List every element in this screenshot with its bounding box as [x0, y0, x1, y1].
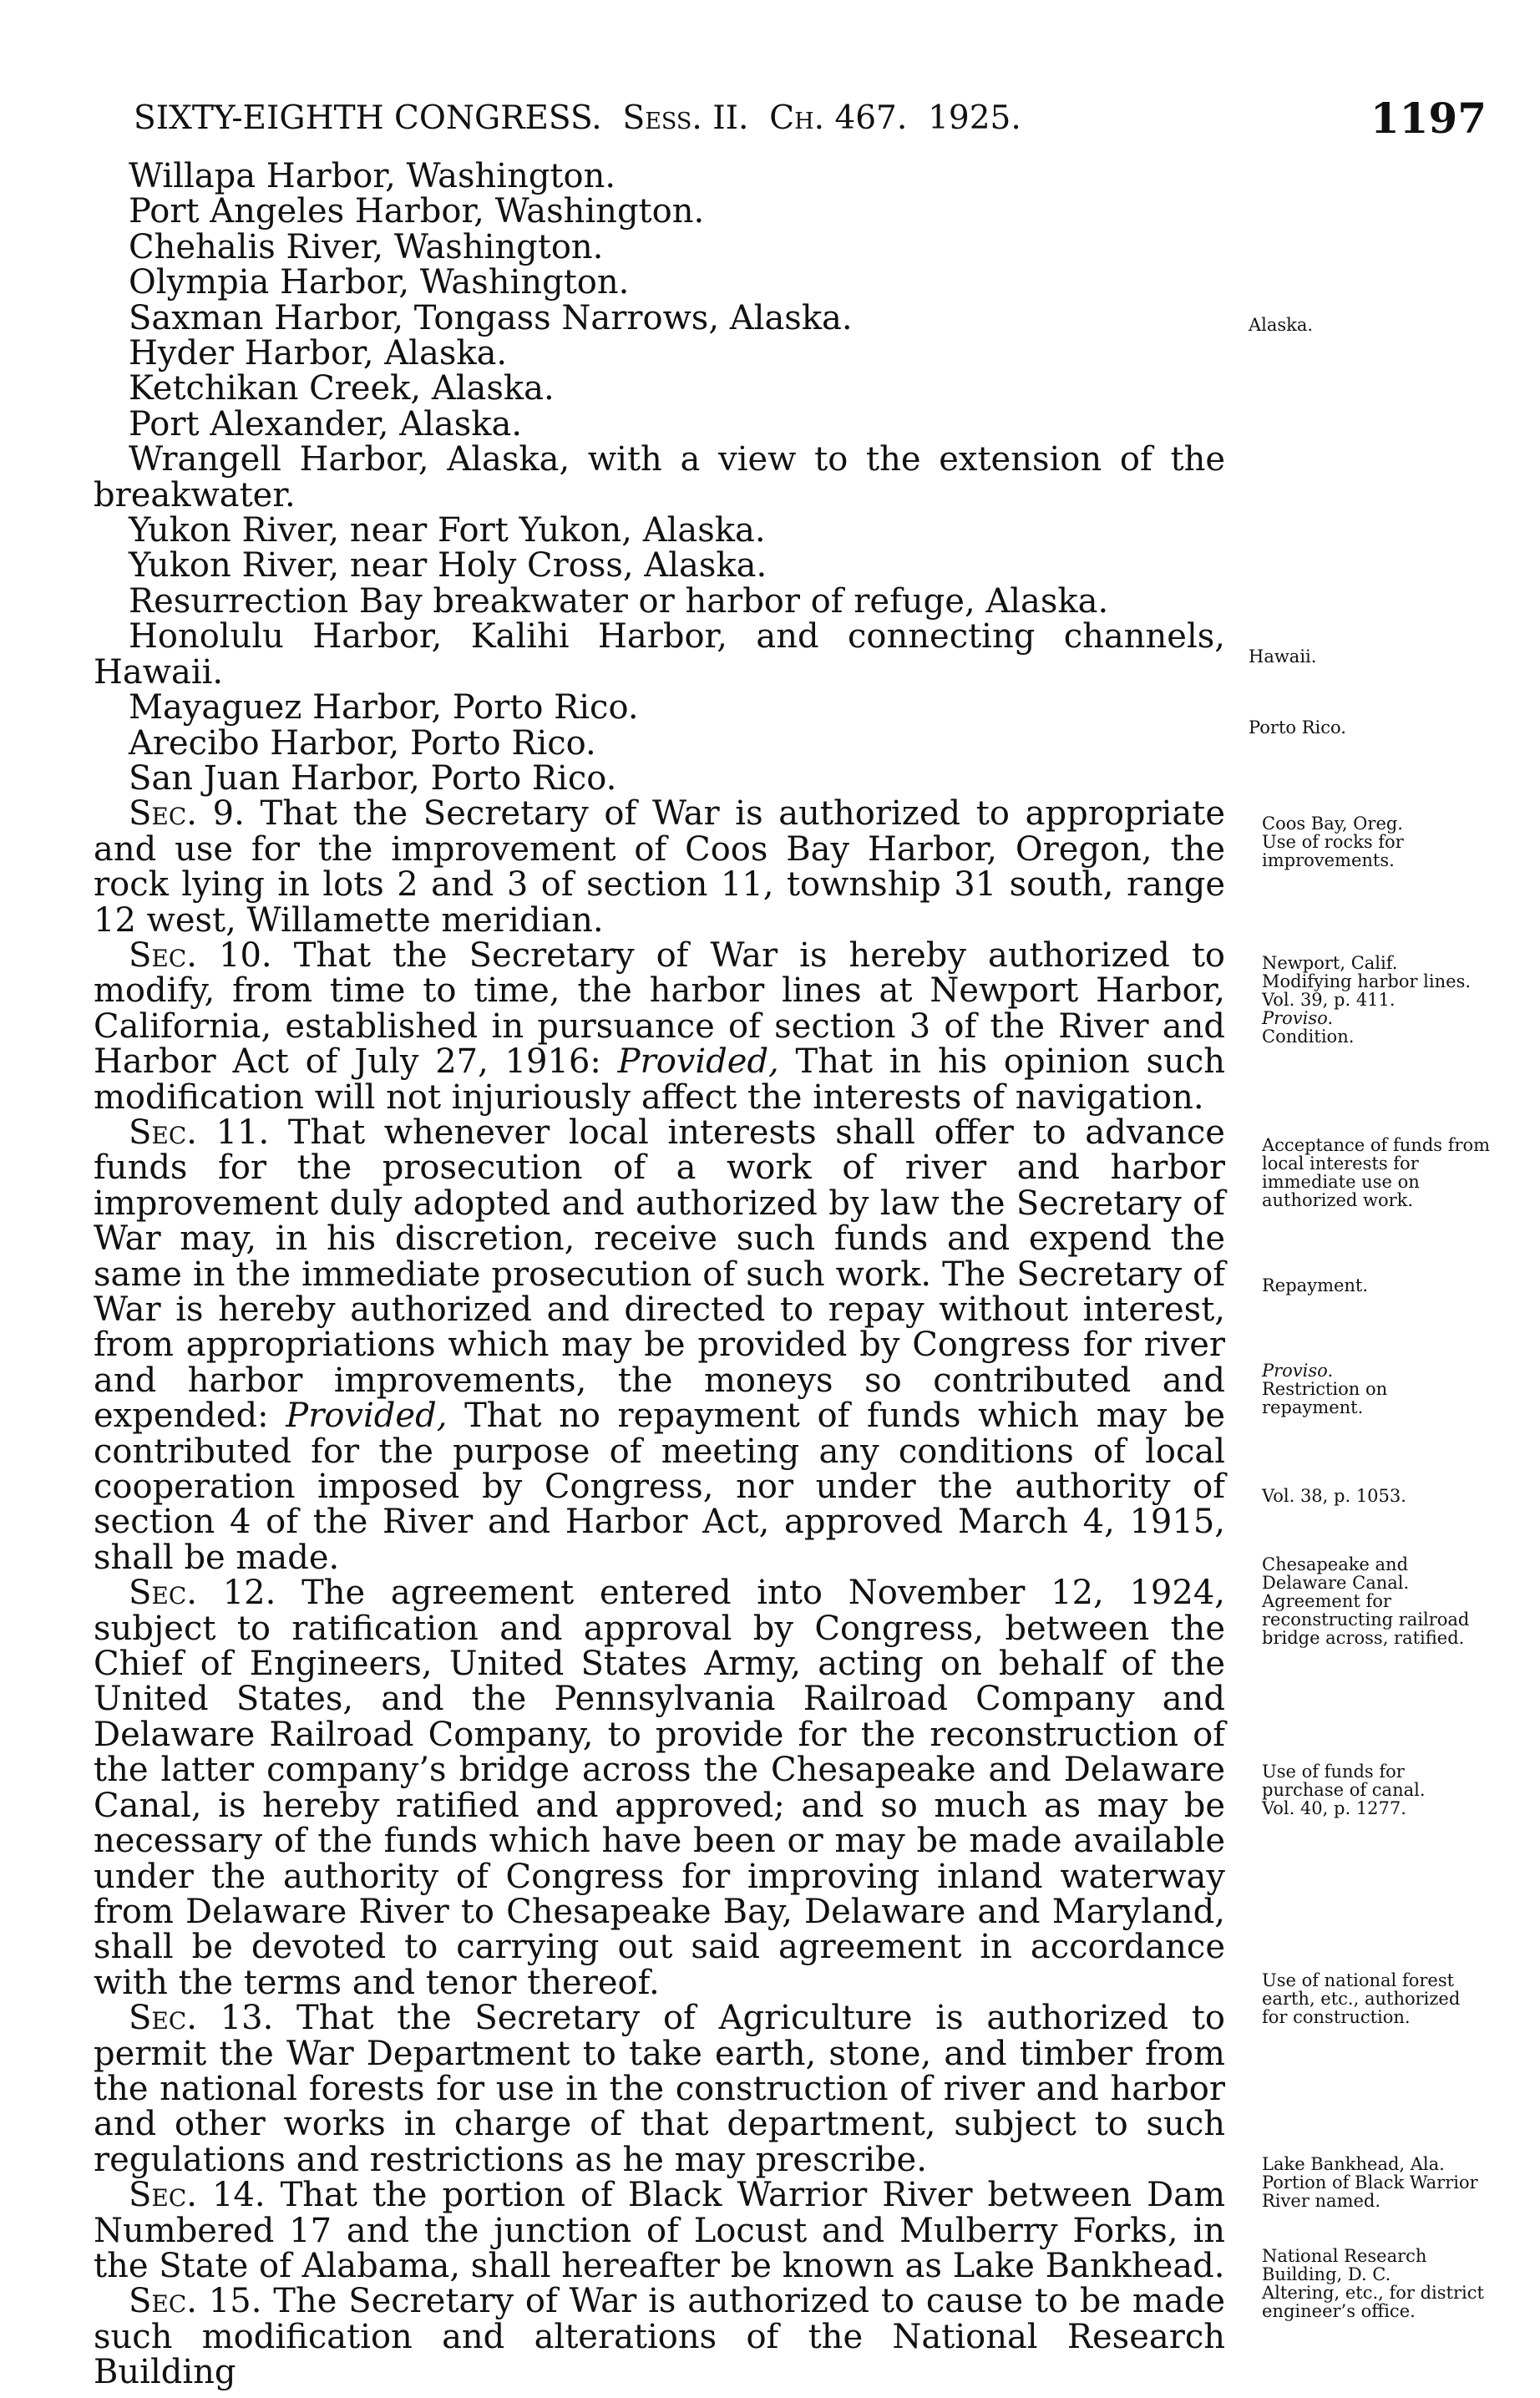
- list-item: Willapa Harbor, Washington.: [129, 157, 616, 195]
- margin-note-repayment: [1249, 1276, 1491, 1295]
- margin-note-coos-bay: [1249, 814, 1491, 869]
- section-12: [94, 1575, 1225, 2000]
- list-item: Port Angeles Harbor, Washington.: [129, 192, 705, 231]
- list-item: Ketchikan Creek, Alaska.: [129, 369, 555, 408]
- margin-note-text: Alaska.: [1249, 315, 1314, 335]
- proviso-word: Provided,: [286, 1397, 448, 1436]
- section-11: [94, 1115, 1225, 1575]
- list-item: Mayaguez Harbor, Porto Rico.: [129, 688, 639, 728]
- list-item: Resurrection Bay breakwater or harbor of refuge, Alaska.: [129, 581, 1109, 621]
- section-label: Sec. 12.: [129, 1574, 276, 1613]
- margin-note-title: Lake Bankhead, Ala.: [1262, 2154, 1445, 2174]
- running-title: [134, 94, 1021, 144]
- margin-note-title: Chesapeake and Delaware Canal.: [1262, 1554, 1410, 1593]
- margin-note-text: Vol. 40, p. 1277.: [1262, 1798, 1406, 1818]
- section-text: That the Secretary of War is authorized to appropriate and use for the improvement of Coos Bay Harbor, Oregon, the rock lying in lots 2 and 3 of section 11, township 31 south, range 12 west, Willamette meridian.: [94, 794, 1226, 940]
- section-label: Sec. 13.: [129, 1999, 274, 2038]
- section-label: Sec. 15.: [129, 2282, 262, 2321]
- list-item: San Juan Harbor, Porto Rico.: [129, 758, 617, 798]
- section-text: That the portion of Black Warrior River between Dam Numbered 17 and the junction of Locust and Mulberry Forks, in the State of Alabama, shall hereafter be known as Lake Bankhead.: [94, 2176, 1226, 2285]
- margin-note-title: National Research Building, D. C.: [1262, 2246, 1427, 2284]
- section-13: [94, 2000, 1225, 2177]
- margin-note-text: Restriction on repayment.: [1262, 1379, 1388, 1417]
- section-text: The Secretary of War is authorized to cause to be made such modification and alterations of the National Research Building: [94, 2282, 1225, 2392]
- margin-note-text: Repayment.: [1262, 1275, 1369, 1295]
- congress-title: SIXTY-EIGHTH CONGRESS.: [134, 99, 602, 137]
- margin-note-text: Acceptance of funds from local interests for immediate use on authorized work.: [1262, 1135, 1491, 1210]
- list-item: Port Alexander, Alaska.: [129, 404, 523, 444]
- list-item: Yukon River, near Holy Cross, Alaska.: [129, 546, 767, 586]
- margin-note-text: Vol. 38, p. 1053.: [1262, 1486, 1406, 1506]
- body-text: [94, 159, 1225, 2390]
- margin-note-bankhead: [1249, 2155, 1491, 2210]
- margin-note-porto-rico: [1249, 718, 1491, 737]
- section-14: [94, 2177, 1225, 2284]
- section-label: Sec. 9.: [129, 794, 245, 834]
- section-text: That whenever local interests shall offer to advance funds for the prosecution of a work of river and harbor improvement duly adopted and authorized by law the Secretary of War may, in his discretion, receive such funds and expend the same in the immediate prosecution of such work. The Secretary of War is hereby authorized and directed to repay without interest, from appropriations which may be provided by Congress for river and harbor improvements, the moneys so contributed and expended:: [94, 1113, 1225, 1436]
- list-item: Hyder Harbor, Alaska.: [129, 334, 508, 373]
- section-text: That the Secretary of Agriculture is authorized to permit the War Department to take earth, stone, and timber from the national forests for use in the construction of river and harbor and other works in charge of that department, subject to such regulations and restrictions as he may prescribe.: [94, 1999, 1225, 2179]
- section-text: That in his opinion such modification will not injuriously affect the interests of navigation.: [94, 1042, 1225, 1117]
- margin-note-canal: [1249, 1555, 1491, 1647]
- section-10: [94, 935, 1225, 1117]
- year-label: 1925.: [928, 99, 1021, 137]
- margin-note-text: Porto Rico.: [1249, 717, 1346, 738]
- section-text: The agreement entered into November 12, 1924, subject to ratification and approval by Congress, between the Chief of Engineers, United States Army, acting on behalf of the United States, and the Pennsylvania Railroad Company and Delaware Railroad Company, to provide for the reconstruction of the latter company’s bridge across the Chesapeake and Delaware Canal, is hereby ratified and approved; and so much as may be necessary of the funds which have been or may be made available under the authority of Congress for improving inland waterway from Delaware River to Chesapeake Bay, Delaware and Maryland, shall be devoted to carrying out said agreement in accordance with the terms and tenor thereof.: [94, 1574, 1225, 2002]
- margin-note-hawaii: [1249, 647, 1491, 666]
- margin-note-text: Portion of Black Warrior River named.: [1262, 2172, 1478, 2211]
- list-item: Chehalis River, Washington.: [129, 227, 604, 266]
- margin-note-proviso: Proviso.: [1262, 1008, 1334, 1028]
- section-label: Sec. 11.: [129, 1113, 270, 1152]
- margin-note-funds: [1249, 1136, 1491, 1209]
- margin-note-vol38: [1249, 1487, 1491, 1505]
- list-item: Saxman Harbor, Tongass Narrows, Alaska.: [129, 298, 853, 337]
- section-text: That no repayment of funds which may be contributed for the purpose of meeting any conditions of local cooperation imposed by Congress, nor under the authority of section 4 of the River and Harbor Act, approved March 4, 1915, shall be made.: [94, 1397, 1226, 1577]
- margin-note-text: Use of national forest earth, etc., authorized for construction.: [1262, 1970, 1461, 2027]
- margin-note-forest: [1249, 1971, 1491, 2026]
- running-header: [134, 94, 1487, 144]
- list-item: Olympia Harbor, Washington.: [129, 263, 630, 302]
- margin-note-text: Modifying harbor lines.: [1262, 971, 1472, 991]
- margin-note-text: Vol. 39, p. 411.: [1262, 990, 1396, 1010]
- margin-note-text: Use of rocks for improvements.: [1262, 832, 1404, 870]
- margin-note-alaska: [1249, 316, 1491, 334]
- list-item: Arecibo Harbor, Porto Rico.: [129, 723, 596, 763]
- margin-note-title: Newport, Calif.: [1262, 953, 1398, 973]
- margin-note-newport: [1249, 954, 1491, 1046]
- list-item: Wrangell Harbor, Alaska, with a view to the extension of the breakwater.: [94, 440, 1225, 515]
- proviso-word: Provided,: [617, 1042, 779, 1082]
- margin-note-text: Agreement for reconstructing railroad bridge across, ratified.: [1262, 1591, 1470, 1648]
- margin-note-text: Altering, etc., for district engineer’s office.: [1262, 2283, 1484, 2321]
- margin-note-repay-proviso: [1249, 1361, 1491, 1417]
- section-label: Sec. 14.: [129, 2176, 266, 2215]
- margin-note-text: Use of funds for purchase of canal.: [1262, 1762, 1426, 1800]
- session-label: Sess. II.: [622, 99, 749, 137]
- section-15: [94, 2284, 1225, 2390]
- page-number: 1197: [1370, 94, 1487, 143]
- section-text: That the Secretary of War is hereby authorized to modify, from time to time, the harbor lines at Newport Harbor, California, established in pursuance of section 3 of the River and Harbor Act of July 27, 1916:: [94, 935, 1225, 1082]
- list-item: Honolulu Harbor, Kalihi Harbor, and connecting channels, Hawaii.: [94, 617, 1225, 692]
- chapter-label: Ch. 467.: [769, 99, 908, 137]
- list-item: Yukon River, near Fort Yukon, Alaska.: [129, 511, 766, 550]
- margin-note-proviso: Proviso.: [1262, 1361, 1334, 1381]
- margin-note-title: Coos Bay, Oreg.: [1262, 814, 1403, 834]
- margin-note-text: Hawaii.: [1249, 646, 1317, 667]
- margin-note-canal-funds: [1249, 1762, 1491, 1818]
- margin-note-text: Condition.: [1262, 1027, 1355, 1047]
- section-label: Sec. 10.: [129, 935, 272, 975]
- margin-note-nrb: [1249, 2247, 1491, 2320]
- section-9: [94, 796, 1225, 938]
